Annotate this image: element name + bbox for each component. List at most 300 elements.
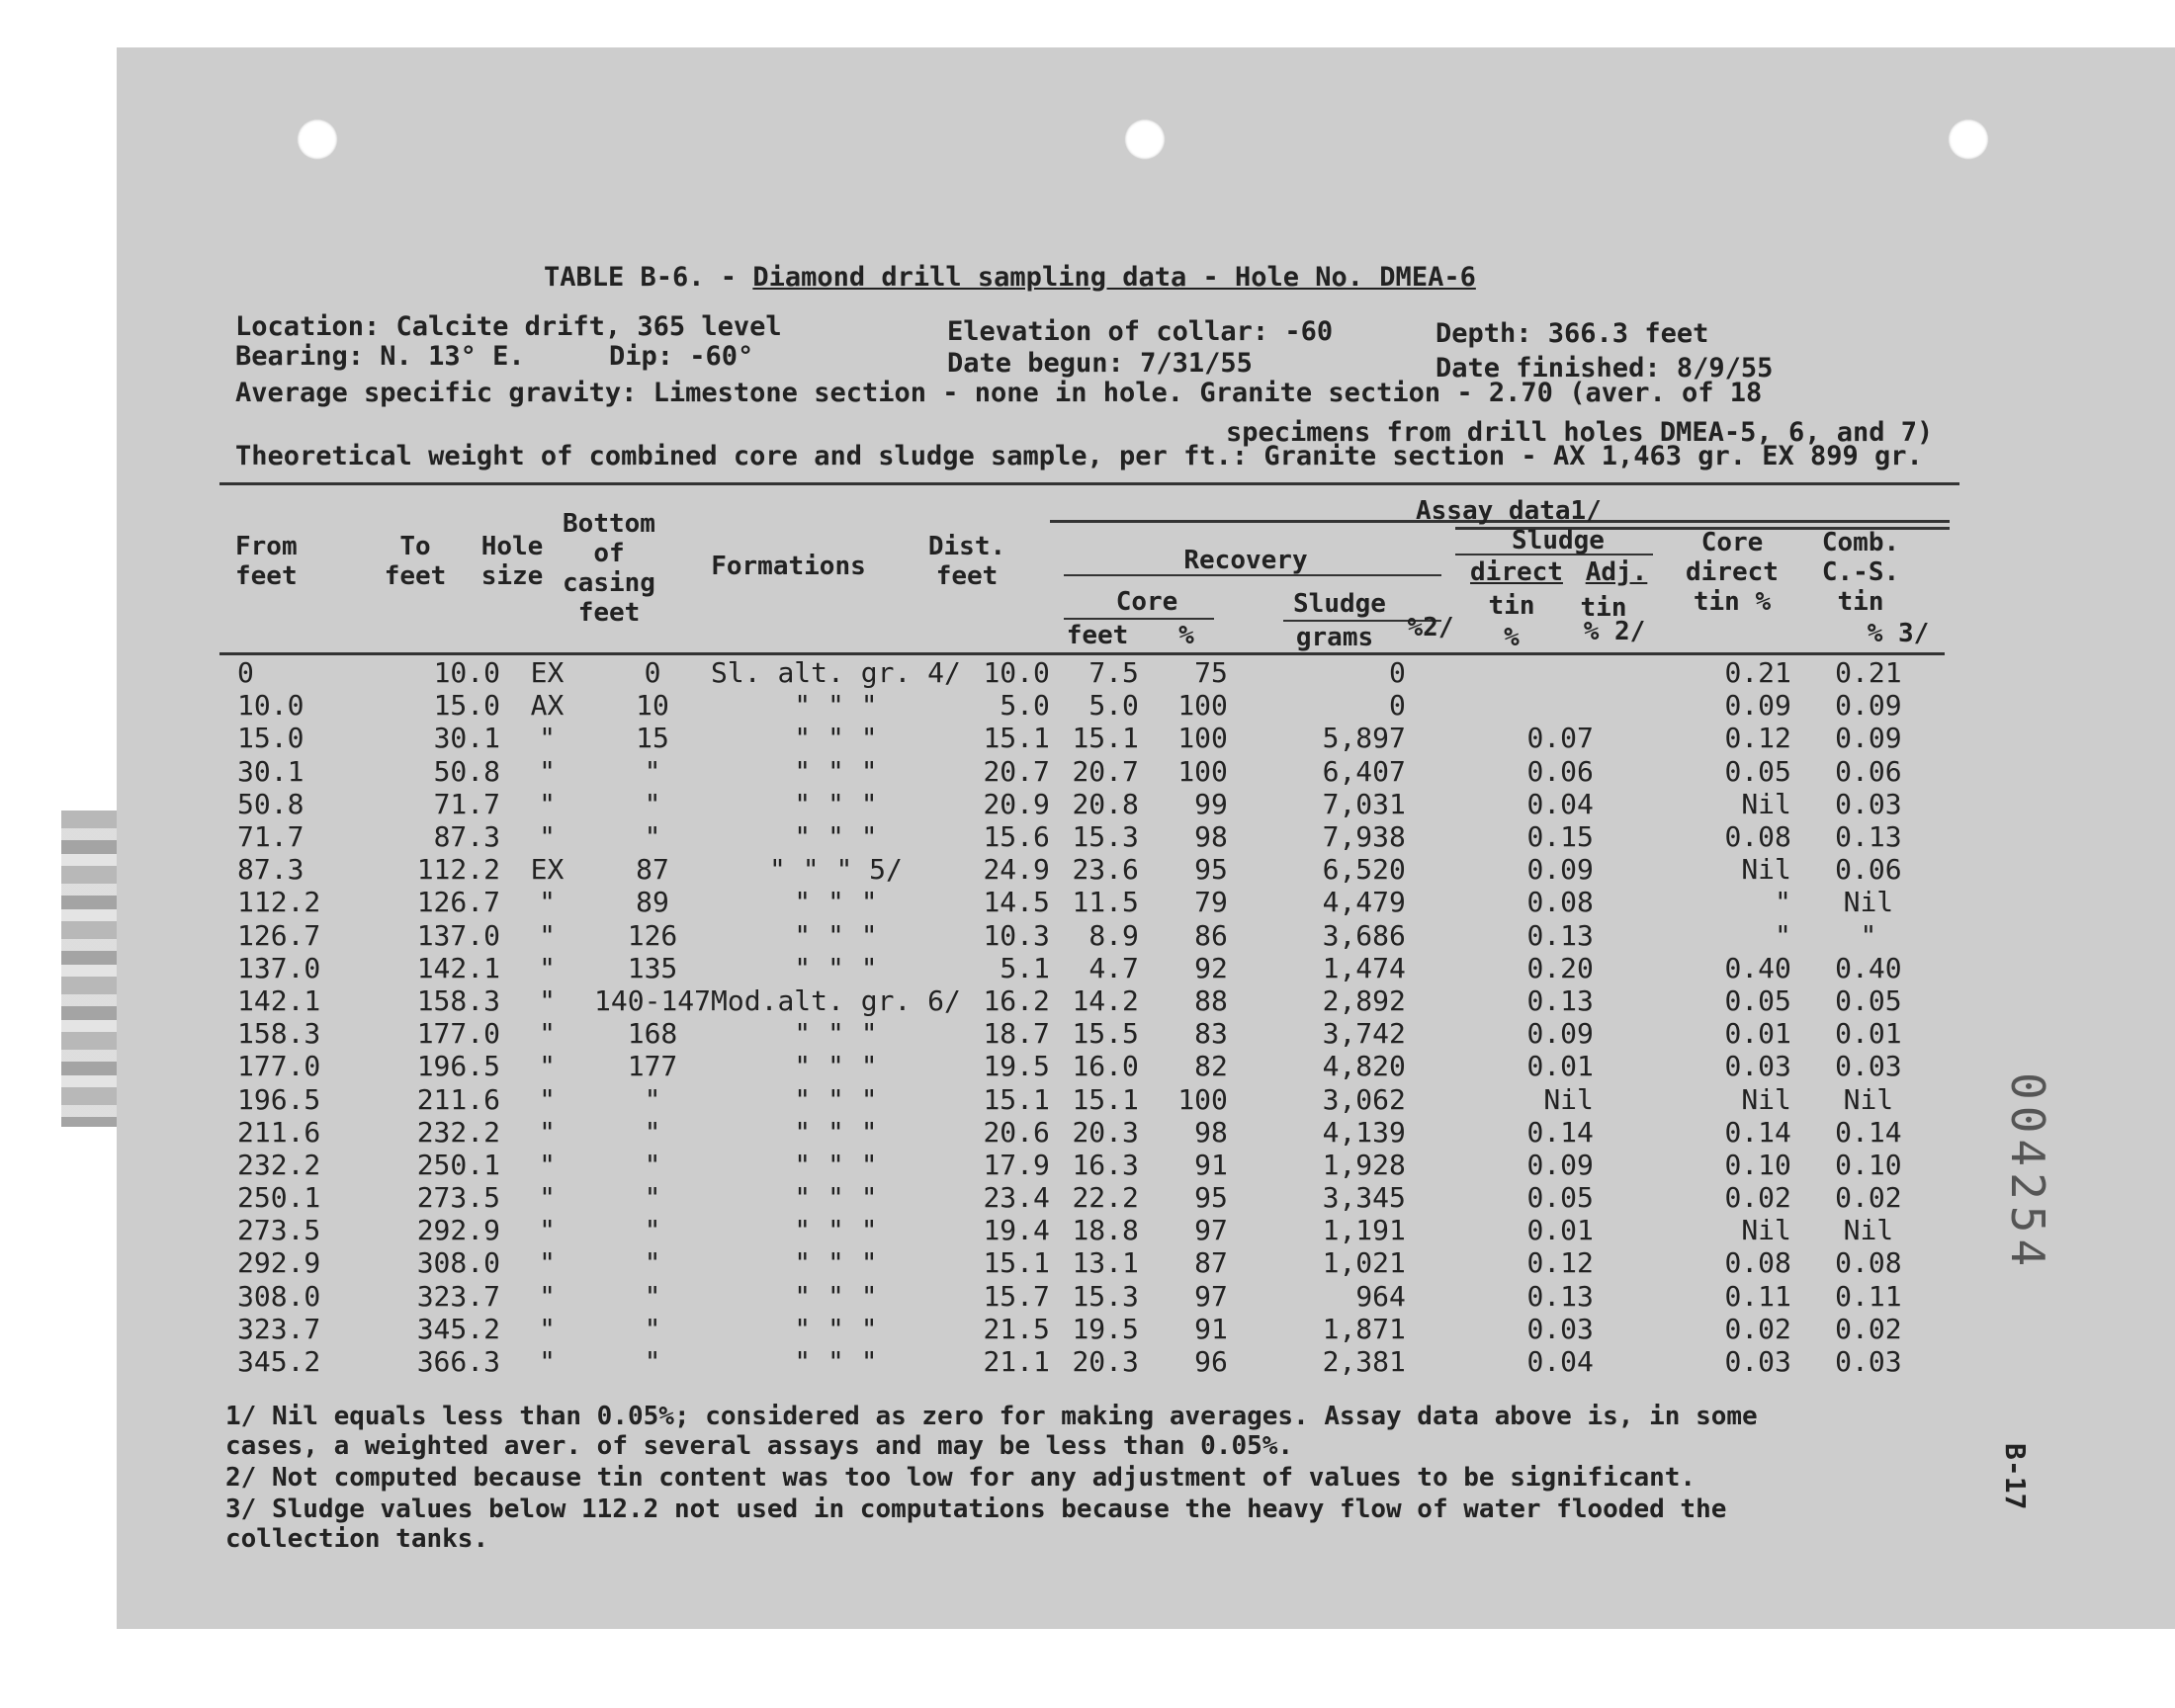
comb-tin-cell: 0.10	[1835, 1148, 1902, 1181]
core-direct-tin-cell: 0.10	[1724, 1148, 1791, 1181]
core-direct-tin-cell: 0.05	[1724, 983, 1791, 1017]
table-row	[216, 1313, 1946, 1345]
bottom-casing-cell: "	[644, 1279, 661, 1313]
core-pct-cell: 75	[1194, 656, 1228, 690]
sludge-direct-tin-cell: 0.09	[1526, 1148, 1594, 1181]
dist-feet-cell: 19.5	[983, 1050, 1050, 1083]
specimens-note: specimens from drill holes DMEA-5, 6, and 7)	[1226, 417, 1934, 448]
hole-size-cell: EX	[530, 656, 565, 690]
comb-tin-cell: 0.03	[1835, 1050, 1902, 1083]
sludge-grams-cell: 2,381	[1322, 1345, 1406, 1379]
drill-data-table	[216, 656, 1946, 1378]
core-feet-cell: 13.1	[1072, 1246, 1139, 1280]
hole-size-cell: "	[539, 1181, 556, 1215]
table-row	[216, 656, 1946, 689]
core-feet-cell: 16.3	[1072, 1148, 1139, 1181]
core-direct-tin-cell: 0.12	[1724, 722, 1791, 755]
hole-size-cell: "	[539, 918, 556, 952]
col-sludge-adj-tin: tin	[1580, 593, 1627, 623]
sludge-direct-tin-cell: Nil	[1543, 1082, 1594, 1116]
sludge-grams-cell: 1,474	[1322, 951, 1406, 984]
col-sludge-grams: grams	[1295, 623, 1374, 652]
sludge-grams-cell: 1,928	[1322, 1148, 1406, 1181]
sludge-grams-cell: 3,742	[1322, 1017, 1406, 1051]
col-core-direct-tin: Core direct tin %	[1686, 528, 1779, 617]
formation-cell: " " "	[794, 1345, 878, 1379]
sludge-grams-cell: 7,031	[1322, 787, 1406, 820]
sludge-direct-tin-cell: 0.07	[1526, 722, 1594, 755]
core-feet-cell: 15.3	[1072, 1279, 1139, 1313]
elevation: Elevation of collar: -60	[947, 316, 1334, 347]
dist-feet-cell: 5.0	[1000, 689, 1050, 723]
to-feet-cell: 30.1	[433, 722, 500, 755]
location: Location: Calcite drift, 365 level	[235, 311, 782, 342]
formation-cell: " " "	[794, 1050, 878, 1083]
bottom-casing-cell: "	[644, 1082, 661, 1116]
archive-stamp-number: 004254	[2001, 1072, 2054, 1273]
from-feet-cell: 323.7	[237, 1312, 321, 1345]
from-feet-cell: 50.8	[237, 787, 304, 820]
core-pct-cell: 91	[1194, 1312, 1228, 1345]
formation-cell: " " "	[794, 1214, 878, 1247]
dist-feet-cell: 20.6	[983, 1115, 1050, 1149]
from-feet-cell: 15.0	[237, 722, 304, 755]
formation-cell: " " "	[794, 1082, 878, 1116]
dist-feet-cell: 23.4	[983, 1181, 1050, 1215]
core-pct-cell: 98	[1194, 820, 1228, 854]
bottom-casing-cell: 140-147	[594, 983, 712, 1017]
punch-hole-right	[1948, 119, 1989, 160]
core-direct-tin-cell: 0.02	[1724, 1312, 1791, 1345]
core-feet-cell: 15.1	[1072, 1082, 1139, 1116]
from-feet-cell: 177.0	[237, 1050, 321, 1083]
hole-size-cell: "	[539, 1050, 556, 1083]
sludge-direct-tin-cell: 0.09	[1526, 853, 1594, 887]
footnote-1-cont: cases, a weighted aver. of several assays and may be less than 0.05%.	[225, 1431, 1294, 1461]
core-direct-tin-cell: 0.08	[1724, 1246, 1791, 1280]
col-sludge-adj-pct: % 2/	[1583, 617, 1646, 646]
from-feet-cell: 196.5	[237, 1082, 321, 1116]
hole-size-cell: "	[539, 722, 556, 755]
to-feet-cell: 15.0	[433, 689, 500, 723]
sludge-grams-cell: 1,021	[1322, 1246, 1406, 1280]
from-feet-cell: 142.1	[237, 983, 321, 1017]
col-comb-tin: Comb. C.-S. tin	[1821, 528, 1900, 617]
core-feet-cell: 16.0	[1072, 1050, 1139, 1083]
hole-size-cell: "	[539, 886, 556, 919]
sludge-direct-tin-cell: 0.06	[1526, 754, 1594, 788]
from-feet-cell: 87.3	[237, 853, 304, 887]
hole-size-cell: "	[539, 787, 556, 820]
hole-size-cell: "	[539, 820, 556, 854]
core-feet-cell: 5.0	[1088, 689, 1139, 723]
sludge-grams-cell: 1,871	[1322, 1312, 1406, 1345]
to-feet-cell: 158.3	[416, 983, 500, 1017]
bottom-casing-cell: "	[644, 1214, 661, 1247]
col-core-feet: feet	[1066, 621, 1129, 650]
to-feet-cell: 126.7	[416, 886, 500, 919]
core-feet-cell: 20.8	[1072, 787, 1139, 820]
col-sludge-group: Sludge	[1512, 526, 1605, 555]
date-begun: Date begun: 7/31/55	[947, 348, 1253, 379]
sludge-direct-tin-cell: 0.04	[1526, 787, 1594, 820]
hole-size-cell: "	[539, 1082, 556, 1116]
bottom-casing-cell: "	[644, 1312, 661, 1345]
sludge-grams-cell: 3,345	[1322, 1181, 1406, 1215]
punch-hole-center	[1124, 119, 1166, 160]
core-direct-tin-cell: Nil	[1741, 1082, 1791, 1116]
core-feet-cell: 18.8	[1072, 1214, 1139, 1247]
table-row	[216, 1116, 1946, 1149]
sludge-direct-tin-cell: 0.08	[1526, 886, 1594, 919]
table-row	[216, 952, 1946, 984]
table-row	[216, 1214, 1946, 1246]
to-feet-cell: 366.3	[416, 1345, 500, 1379]
hole-size-cell: "	[539, 983, 556, 1017]
sludge-direct-tin-cell: 0.15	[1526, 820, 1594, 854]
core-feet-cell: 15.5	[1072, 1017, 1139, 1051]
core-pct-cell: 91	[1194, 1148, 1228, 1181]
sludge-direct-tin-cell: 0.09	[1526, 1017, 1594, 1051]
dist-feet-cell: 15.7	[983, 1279, 1050, 1313]
to-feet-cell: 10.0	[433, 656, 500, 690]
dist-feet-cell: 20.7	[983, 754, 1050, 788]
comb-tin-cell: Nil	[1843, 1214, 1894, 1247]
bottom-casing-cell: "	[644, 1148, 661, 1181]
table-title: TABLE B-6. - Diamond drill sampling data - Hole No. DMEA-6	[544, 262, 1476, 293]
core-direct-tin-cell: 0.08	[1724, 820, 1791, 854]
core-direct-tin-cell: Nil	[1741, 1214, 1791, 1247]
core-direct-tin-cell: 0.40	[1724, 951, 1791, 984]
depth: Depth: 366.3 feet	[1436, 318, 1709, 349]
formation-cell: " " "	[794, 820, 878, 854]
sludge-direct-tin-cell	[1406, 656, 1594, 689]
to-feet-cell: 87.3	[433, 820, 500, 854]
bottom-casing-cell: "	[644, 1181, 661, 1215]
sludge-direct-tin-cell: 0.14	[1526, 1115, 1594, 1149]
sludge-direct-tin-cell: 0.13	[1526, 1279, 1594, 1313]
dist-feet-cell: 17.9	[983, 1148, 1050, 1181]
table-row	[216, 1181, 1946, 1214]
from-feet-cell: 30.1	[237, 754, 304, 788]
sludge-direct-tin-cell: 0.12	[1526, 1246, 1594, 1280]
core-pct-cell: 88	[1194, 983, 1228, 1017]
comb-tin-cell: 0.02	[1835, 1312, 1902, 1345]
core-direct-tin-cell: 0.14	[1724, 1115, 1791, 1149]
bottom-casing-cell: 10	[636, 689, 669, 723]
core-pct-cell: 100	[1177, 1082, 1228, 1116]
from-feet-cell: 292.9	[237, 1246, 321, 1280]
col-sludge: Sludge	[1293, 589, 1386, 619]
table-row	[216, 853, 1946, 886]
col-sludge-direct-pct: %	[1504, 623, 1520, 652]
formation-cell: " " " 5/	[769, 853, 903, 887]
from-feet-cell: 0	[237, 656, 254, 690]
sludge-grams-cell: 4,139	[1322, 1115, 1406, 1149]
bottom-casing-cell: 168	[627, 1017, 678, 1051]
scan-edge-artifact	[61, 811, 121, 1127]
col-formations: Formations	[711, 552, 866, 581]
core-direct-tin-cell: 0.03	[1724, 1050, 1791, 1083]
footnote-1: 1/ Nil equals less than 0.05%; considered as zero for making averages. Assay data above is, in some	[225, 1402, 1758, 1431]
core-direct-tin-cell: "	[1775, 886, 1791, 919]
dist-feet-cell: 19.4	[983, 1214, 1050, 1247]
dist-feet-cell: 21.1	[983, 1345, 1050, 1379]
dip: Dip: -60°	[609, 341, 754, 372]
table-row	[216, 755, 1946, 788]
sludge-grams-cell: 2,892	[1322, 983, 1406, 1017]
to-feet-cell: 211.6	[416, 1082, 500, 1116]
core-feet-cell: 20.3	[1072, 1115, 1139, 1149]
from-feet-cell: 250.1	[237, 1181, 321, 1215]
core-pct-cell: 95	[1194, 1181, 1228, 1215]
core-pct-cell: 95	[1194, 853, 1228, 887]
core-feet-cell: 19.5	[1072, 1312, 1139, 1345]
dist-feet-cell: 20.9	[983, 787, 1050, 820]
table-row	[216, 1345, 1946, 1378]
to-feet-cell: 196.5	[416, 1050, 500, 1083]
sludge-direct-tin-cell: 0.13	[1526, 918, 1594, 952]
dist-feet-cell: 15.1	[983, 722, 1050, 755]
bearing: Bearing: N. 13° E.	[235, 341, 525, 372]
comb-tin-cell: 0.02	[1835, 1181, 1902, 1215]
to-feet-cell: 292.9	[416, 1214, 500, 1247]
from-feet-cell: 71.7	[237, 820, 304, 854]
formation-cell: Sl. alt. gr. 4/	[711, 656, 961, 690]
core-pct-cell: 96	[1194, 1345, 1228, 1379]
comb-tin-cell: "	[1860, 918, 1877, 952]
core-direct-tin-cell: 0.09	[1724, 689, 1791, 723]
col-comb-pct: % 3/	[1867, 619, 1930, 648]
table-row	[216, 1017, 1946, 1050]
from-feet-cell: 10.0	[237, 689, 304, 723]
core-direct-tin-cell: Nil	[1741, 787, 1791, 820]
formation-cell: " " "	[794, 722, 878, 755]
core-pct-cell: 100	[1177, 722, 1228, 755]
hole-size-cell: AX	[530, 689, 565, 723]
hole-size-cell: "	[539, 1246, 556, 1280]
sludge-direct-tin-cell	[1406, 689, 1594, 722]
sludge-grams-cell: 6,407	[1322, 754, 1406, 788]
from-feet-cell: 126.7	[237, 918, 321, 952]
sludge-grams-cell: 7,938	[1322, 820, 1406, 854]
col-core-pct: %	[1178, 621, 1194, 650]
sludge-grams-cell: 0	[1389, 689, 1406, 723]
dist-feet-cell: 24.9	[983, 853, 1050, 887]
sludge-direct-tin-cell: 0.20	[1526, 951, 1594, 984]
sludge-grams-cell: 964	[1355, 1279, 1406, 1313]
hole-size-cell: "	[539, 1312, 556, 1345]
core-pct-cell: 92	[1194, 951, 1228, 984]
core-direct-tin-cell: 0.05	[1724, 754, 1791, 788]
comb-tin-cell: 0.13	[1835, 820, 1902, 854]
formation-cell: " " "	[794, 1115, 878, 1149]
dist-feet-cell: 10.3	[983, 918, 1050, 952]
table-row	[216, 1246, 1946, 1279]
to-feet-cell: 177.0	[416, 1017, 500, 1051]
dist-feet-cell: 10.0	[983, 656, 1050, 690]
formation-cell: " " "	[794, 886, 878, 919]
footnote-3-cont: collection tanks.	[225, 1524, 489, 1554]
sludge-direct-tin-cell: 0.13	[1526, 983, 1594, 1017]
comb-tin-cell: 0.09	[1835, 689, 1902, 723]
core-feet-cell: 20.3	[1072, 1345, 1139, 1379]
core-direct-tin-cell: 0.02	[1724, 1181, 1791, 1215]
core-pct-cell: 98	[1194, 1115, 1228, 1149]
formation-cell: " " "	[794, 1246, 878, 1280]
comb-tin-cell: 0.40	[1835, 951, 1902, 984]
bottom-casing-cell: 0	[644, 656, 661, 690]
formation-cell: " " "	[794, 1148, 878, 1181]
dist-feet-cell: 15.6	[983, 820, 1050, 854]
formation-cell: " " "	[794, 689, 878, 723]
comb-tin-cell: 0.21	[1835, 656, 1902, 690]
table-row	[216, 886, 1946, 918]
bottom-casing-cell: 87	[636, 853, 669, 887]
sludge-grams-cell: 1,191	[1322, 1214, 1406, 1247]
core-pct-cell: 97	[1194, 1279, 1228, 1313]
bottom-casing-cell: 89	[636, 886, 669, 919]
punch-hole-left	[297, 119, 338, 160]
scan-margin	[0, 0, 61, 1708]
comb-tin-cell: Nil	[1843, 1082, 1894, 1116]
hole-size-cell: "	[539, 951, 556, 984]
core-feet-cell: 14.2	[1072, 983, 1139, 1017]
dist-feet-cell: 15.1	[983, 1082, 1050, 1116]
formation-cell: Mod.alt. gr. 6/	[711, 983, 961, 1017]
table-row	[216, 1280, 1946, 1313]
bottom-casing-cell: "	[644, 754, 661, 788]
core-pct-cell: 83	[1194, 1017, 1228, 1051]
core-feet-cell: 8.9	[1088, 918, 1139, 952]
table-row	[216, 1082, 1946, 1115]
comb-tin-cell: 0.08	[1835, 1246, 1902, 1280]
from-feet-cell: 137.0	[237, 951, 321, 984]
table-title-underlined: Diamond drill sampling data - Hole No. DMEA-6	[752, 262, 1476, 293]
sludge-grams-cell: 3,062	[1322, 1082, 1406, 1116]
formation-cell: " " "	[794, 1279, 878, 1313]
bottom-casing-cell: "	[644, 787, 661, 820]
header-rule-top	[219, 482, 1959, 485]
core-direct-tin-cell: 0.03	[1724, 1345, 1791, 1379]
bottom-casing-cell: 126	[627, 918, 678, 952]
header-rule-bottom	[219, 652, 1945, 655]
sludge-grams-cell: 3,686	[1322, 918, 1406, 952]
col-sludge-direct-tin: tin	[1488, 591, 1535, 621]
bottom-casing-cell: 135	[627, 951, 678, 984]
formation-cell: " " "	[794, 754, 878, 788]
core-feet-cell: 23.6	[1072, 853, 1139, 887]
core-feet-cell: 20.7	[1072, 754, 1139, 788]
to-feet-cell: 323.7	[416, 1279, 500, 1313]
formation-cell: " " "	[794, 1181, 878, 1215]
formation-cell: " " "	[794, 787, 878, 820]
comb-tin-cell: 0.05	[1835, 983, 1902, 1017]
to-feet-cell: 308.0	[416, 1246, 500, 1280]
to-feet-cell: 345.2	[416, 1312, 500, 1345]
from-feet-cell: 158.3	[237, 1017, 321, 1051]
to-feet-cell: 50.8	[433, 754, 500, 788]
bottom-casing-cell: "	[644, 820, 661, 854]
bottom-casing-cell: 15	[636, 722, 669, 755]
core-pct-cell: 100	[1177, 754, 1228, 788]
formation-cell: " " "	[794, 1312, 878, 1345]
sludge-direct-tin-cell: 0.04	[1526, 1345, 1594, 1379]
core-pct-cell: 99	[1194, 787, 1228, 820]
sludge-grams-cell: 5,897	[1322, 722, 1406, 755]
comb-tin-cell: 0.09	[1835, 722, 1902, 755]
core-direct-tin-cell: 0.01	[1724, 1017, 1791, 1051]
col-sludge-adj: Adj.	[1585, 557, 1648, 587]
theoretical-weight: Theoretical weight of combined core and sludge sample, per ft.: Granite section - AX 1,463 gr. EX 899 gr.	[235, 441, 1923, 471]
to-feet-cell: 273.5	[416, 1181, 500, 1215]
bottom-casing-cell: 177	[627, 1050, 678, 1083]
core-direct-tin-cell: Nil	[1741, 853, 1791, 887]
comb-tin-cell: 0.06	[1835, 853, 1902, 887]
to-feet-cell: 250.1	[416, 1148, 500, 1181]
hole-size-cell: "	[539, 1214, 556, 1247]
dist-feet-cell: 16.2	[983, 983, 1050, 1017]
table-row	[216, 722, 1946, 754]
hole-size-cell: "	[539, 1017, 556, 1051]
table-row	[216, 984, 1946, 1017]
core-direct-tin-cell: 0.21	[1724, 656, 1791, 690]
footnote-2: 2/ Not computed because tin content was too low for any adjustment of values to be significant.	[225, 1463, 1696, 1493]
core-pct-cell: 86	[1194, 918, 1228, 952]
sludge-direct-tin-cell: 0.05	[1526, 1181, 1594, 1215]
core-pct-cell: 79	[1194, 886, 1228, 919]
hole-size-cell: "	[539, 1148, 556, 1181]
col-bottom-casing: Bottom of casing feet	[563, 509, 655, 628]
hole-size-cell: "	[539, 1279, 556, 1313]
core-feet-cell: 15.3	[1072, 820, 1139, 854]
col-core: Core	[1115, 587, 1178, 617]
core-feet-cell: 15.1	[1072, 722, 1139, 755]
bottom-casing-cell: "	[644, 1345, 661, 1379]
table-row	[216, 820, 1946, 853]
core-pct-cell: 82	[1194, 1050, 1228, 1083]
bottom-casing-cell: "	[644, 1115, 661, 1149]
core-direct-tin-cell: "	[1775, 918, 1791, 952]
core-pct-cell: 87	[1194, 1246, 1228, 1280]
hole-size-cell: "	[539, 1345, 556, 1379]
comb-tin-cell: 0.03	[1835, 787, 1902, 820]
footnote-3: 3/ Sludge values below 112.2 not used in computations because the heavy flow of water flooded the	[225, 1494, 1727, 1524]
from-feet-cell: 345.2	[237, 1345, 321, 1379]
sludge-grams-cell: 4,479	[1322, 886, 1406, 919]
table-row	[216, 1050, 1946, 1082]
comb-tin-cell: 0.01	[1835, 1017, 1902, 1051]
to-feet-cell: 112.2	[416, 853, 500, 887]
core-pct-cell: 100	[1177, 689, 1228, 723]
to-feet-cell: 137.0	[416, 918, 500, 952]
col-from: From feet	[235, 532, 298, 591]
from-feet-cell: 273.5	[237, 1214, 321, 1247]
sludge-grams-cell: 6,520	[1322, 853, 1406, 887]
from-feet-cell: 232.2	[237, 1148, 321, 1181]
table-row	[216, 1149, 1946, 1181]
table-row	[216, 919, 1946, 952]
core-pct-cell: 97	[1194, 1214, 1228, 1247]
dist-feet-cell: 21.5	[983, 1312, 1050, 1345]
comb-tin-cell: 0.03	[1835, 1345, 1902, 1379]
formation-cell: " " "	[794, 1017, 878, 1051]
dist-feet-cell: 18.7	[983, 1017, 1050, 1051]
specific-gravity: Average specific gravity: Limestone section - none in hole. Granite section - 2.70 (aver. of 18	[235, 378, 1763, 408]
comb-tin-cell: 0.14	[1835, 1115, 1902, 1149]
core-feet-cell: 4.7	[1088, 951, 1139, 984]
hole-size-cell: "	[539, 754, 556, 788]
